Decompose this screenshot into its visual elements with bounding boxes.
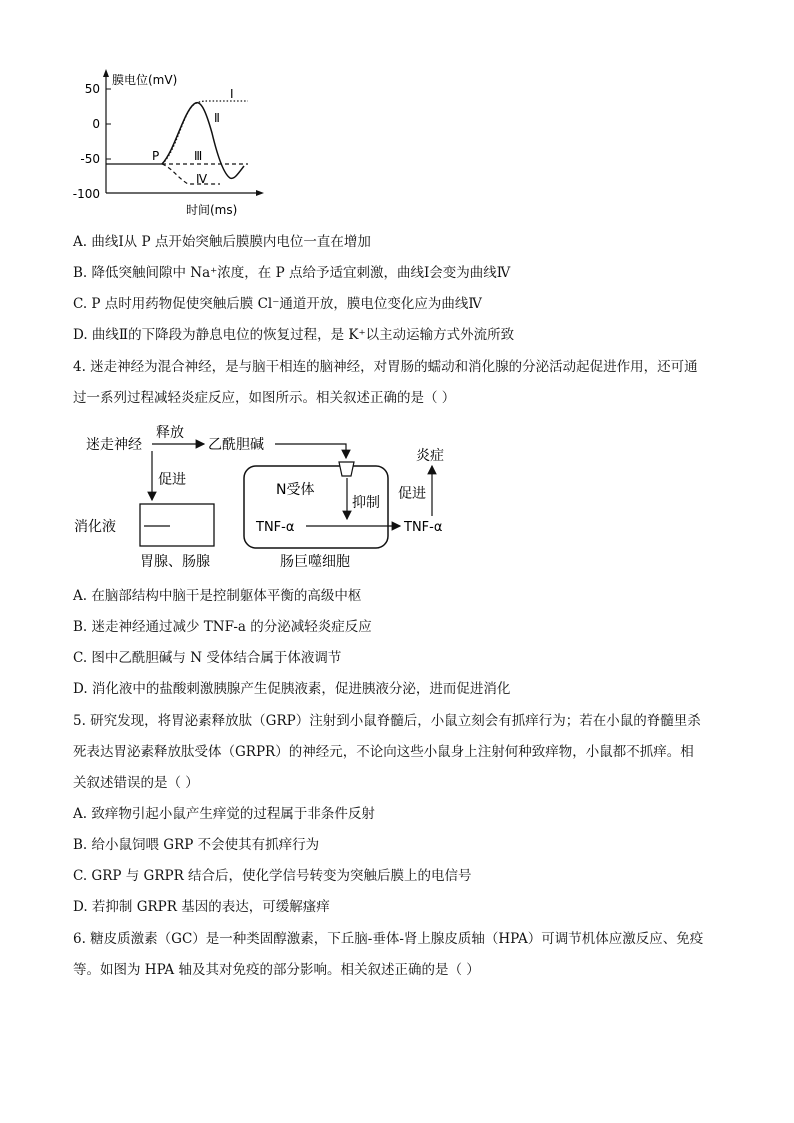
y-axis-label: 膜电位(mV)	[112, 73, 178, 87]
label-digestive-juice: 消化液	[74, 519, 116, 535]
label-inflammation: 炎症	[416, 448, 444, 464]
q3-option-b: B. 降低突触间隙中 Na⁺浓度，在 P 点给予适宜刺激，曲线Ⅰ会变为曲线Ⅳ	[73, 265, 511, 281]
label-release: 释放	[156, 425, 184, 441]
label-glands: 胃腺、肠腺	[140, 554, 210, 570]
tick-label-neg50: -50	[80, 152, 100, 166]
vagus-nerve-diagram	[70, 420, 460, 572]
q4-option-b: B. 迷走神经通过减少 TNF-a 的分泌减轻炎症反应	[73, 619, 372, 635]
gland-box	[140, 504, 214, 546]
q3-option-a: A. 曲线Ⅰ从 P 点开始突触后膜膜内电位一直在增加	[73, 234, 371, 250]
q5-stem-line2: 死表达胃泌素释放肽受体（GRPR）的神经元，不论向这些小鼠身上注射何种致痒物，小鼠都不抓痒。相	[73, 744, 694, 760]
curve-label-I: Ⅰ	[230, 87, 234, 101]
q6-stem-line2: 等。如图为 HPA 轴及其对免疫的部分影响。相关叙述正确的是（ ）	[73, 962, 480, 978]
point-label-P: P	[152, 149, 160, 163]
q4-option-d: D. 消化液中的盐酸刺激胰腺产生促胰液素，促进胰液分泌，进而促进消化	[73, 681, 511, 697]
q5-option-d: D. 若抑制 GRPR 基因的表达，可缓解瘙痒	[73, 899, 330, 915]
q3-option-d: D. 曲线Ⅱ的下降段为静息电位的恢复过程，是 K⁺以主动运输方式外流所致	[73, 327, 515, 343]
q6-stem-line1: 6. 糖皮质激素（GC）是一种类固醇激素，下丘脑-垂体-肾上腺皮质轴（HPA）可调节机体应激反应、免疫	[73, 931, 704, 947]
q5-stem-line1: 5. 研究发现，将胃泌素释放肽（GRP）注射到小鼠脊髓后，小鼠立刻会有抓痒行为；若在小鼠的脊髓里杀	[73, 713, 701, 729]
curve-label-IV: Ⅳ	[196, 172, 208, 186]
q4-option-c: C. 图中乙酰胆碱与 N 受体结合属于体液调节	[73, 650, 342, 666]
label-macrophage: 肠巨噬细胞	[280, 554, 350, 570]
tick-label-0: 0	[92, 117, 100, 131]
arrow-ach-to-receptor	[275, 444, 346, 458]
label-n-receptor: N受体	[276, 482, 315, 498]
tick-label-neg100: -100	[72, 187, 100, 201]
q5-option-c: C. GRP 与 GRPR 结合后，使化学信号转变为突触后膜上的电信号	[73, 868, 472, 884]
label-promote-right: 促进	[398, 486, 426, 502]
n-receptor-icon	[339, 462, 354, 476]
label-vagus: 迷走神经	[86, 437, 142, 453]
q5-stem-line3: 关叙述错误的是（ ）	[73, 775, 199, 791]
x-axis-label: 时间(ms)	[186, 203, 238, 217]
label-promote-left: 促进	[158, 472, 186, 488]
y-axis-arrow	[103, 69, 109, 77]
curve-label-II: Ⅱ	[214, 111, 220, 125]
q4-option-a: A. 在脑部结构中脑干是控制躯体平衡的高级中枢	[73, 588, 362, 604]
q4-stem-line2: 过一系列过程减轻炎症反应，如图所示。相关叙述正确的是（ ）	[73, 390, 456, 406]
label-tnf-outer: TNF-α	[404, 520, 443, 535]
x-axis-arrow	[256, 190, 264, 196]
q4-stem-line1: 4. 迷走神经为混合神经，是与脑干相连的脑神经，对胃肠的蠕动和消化腺的分泌活动起促进作用，还可通	[73, 359, 698, 375]
curve-label-III: Ⅲ	[194, 149, 203, 163]
q5-option-b: B. 给小鼠饲喂 GRP 不会使其有抓痒行为	[73, 837, 320, 853]
label-ach: 乙酰胆碱	[208, 437, 264, 453]
tick-label-50: 50	[84, 82, 100, 96]
q3-option-c: C. P 点时用药物促使突触后膜 Cl⁻通道开放，膜电位变化应为曲线Ⅳ	[73, 296, 482, 312]
q5-option-a: A. 致痒物引起小鼠产生痒觉的过程属于非条件反射	[73, 806, 375, 822]
label-inhibit: 抑制	[352, 495, 380, 511]
curve-IV	[162, 164, 220, 184]
curve-II	[162, 103, 244, 179]
label-tnf-inner: TNF-α	[256, 520, 295, 535]
membrane-potential-graph	[70, 68, 270, 220]
